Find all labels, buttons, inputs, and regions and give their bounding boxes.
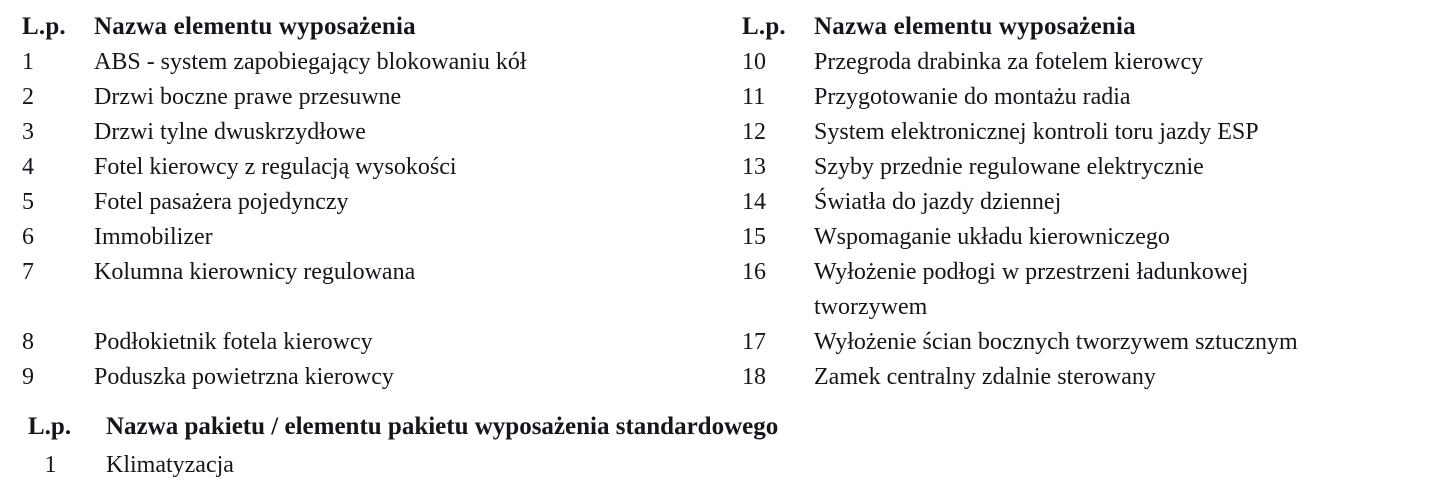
row-right-name: System elektronicznej kontroli toru jazdy ESP [814, 119, 1259, 145]
row-right-name: Światła do jazdy dziennej [814, 189, 1062, 215]
row-left-index: 1 [22, 49, 34, 75]
table-row [22, 255, 1440, 325]
package-row-name: Klimatyzacja [106, 452, 234, 478]
package-header-row [22, 407, 1434, 447]
table-row [22, 325, 1440, 360]
row-left-name: Drzwi boczne prawe przesuwne [94, 84, 402, 110]
column-header-left-name: Nazwa elementu wyposażenia [94, 13, 416, 40]
row-right-index: 14 [742, 189, 766, 215]
table-row [22, 115, 1440, 150]
row-right-name-line1: Wyłożenie podłogi w przestrzeni ładunkowej [814, 259, 1249, 285]
package-table-body [22, 447, 1434, 484]
package-column-header-name: Nazwa pakietu / elementu pakietu wyposażenia standardowego [106, 413, 779, 440]
row-right-name-line2: tworzywem [814, 294, 928, 320]
row-left-name: Fotel pasażera pojedynczy [94, 189, 349, 215]
package-table-head [22, 407, 1434, 447]
table-row [22, 447, 1434, 484]
row-left-index: 9 [22, 364, 34, 390]
equipment-table-head [22, 8, 1440, 45]
row-right-index: 17 [742, 329, 766, 355]
row-left-index: 5 [22, 189, 34, 215]
row-right-index: 13 [742, 154, 766, 180]
row-right-index: 16 [742, 259, 766, 285]
column-header-right-index: L.p. [742, 13, 786, 40]
table-header-row [22, 8, 1440, 45]
table-row [22, 220, 1440, 255]
row-right-name: Wyłożenie ścian bocznych tworzywem sztucznym [814, 329, 1298, 355]
table-row [22, 360, 1440, 395]
row-left-name: Podłokietnik fotela kierowcy [94, 329, 373, 355]
row-left-name: Drzwi tylne dwuskrzydłowe [94, 119, 366, 145]
row-left-index: 3 [22, 119, 34, 145]
row-right-index: 12 [742, 119, 766, 145]
row-right-index: 18 [742, 364, 766, 390]
row-left-index: 2 [22, 84, 34, 110]
row-right-name: Wspomaganie układu kierowniczego [814, 224, 1170, 250]
table-row [22, 80, 1440, 115]
row-left-index: 8 [22, 329, 34, 355]
row-left-name: Kolumna kierownicy regulowana [94, 259, 416, 285]
equipment-table-body [22, 45, 1440, 395]
standard-package-section [22, 407, 1430, 484]
row-left-index: 7 [22, 259, 34, 285]
table-row [22, 45, 1440, 80]
row-right-name: Szyby przednie regulowane elektrycznie [814, 154, 1204, 180]
row-right-name: Przygotowanie do montażu radia [814, 84, 1131, 110]
row-right-name: Przegroda drabinka za fotelem kierowcy [814, 49, 1204, 75]
equipment-table [22, 8, 1440, 395]
package-row-index: 1 [44, 452, 57, 478]
table-row [22, 185, 1440, 220]
row-right-name: Zamek centralny zdalnie sterowany [814, 364, 1156, 390]
row-left-name: Immobilizer [94, 224, 213, 250]
row-left-name: Poduszka powietrzna kierowcy [94, 364, 394, 390]
row-right-name [814, 255, 1440, 325]
row-left-index: 6 [22, 224, 34, 250]
column-header-left-index: L.p. [22, 13, 66, 40]
package-table [22, 407, 1434, 484]
table-row [22, 150, 1440, 185]
row-left-name: ABS - system zapobiegający blokowaniu kół [94, 49, 527, 75]
row-right-index: 11 [742, 84, 766, 110]
package-column-header-index: L.p. [28, 413, 72, 440]
row-right-index: 10 [742, 49, 766, 75]
row-left-index: 4 [22, 154, 34, 180]
column-header-right-name: Nazwa elementu wyposażenia [814, 13, 1136, 40]
row-right-index: 15 [742, 224, 766, 250]
row-left-name: Fotel kierowcy z regulacją wysokości [94, 154, 457, 180]
